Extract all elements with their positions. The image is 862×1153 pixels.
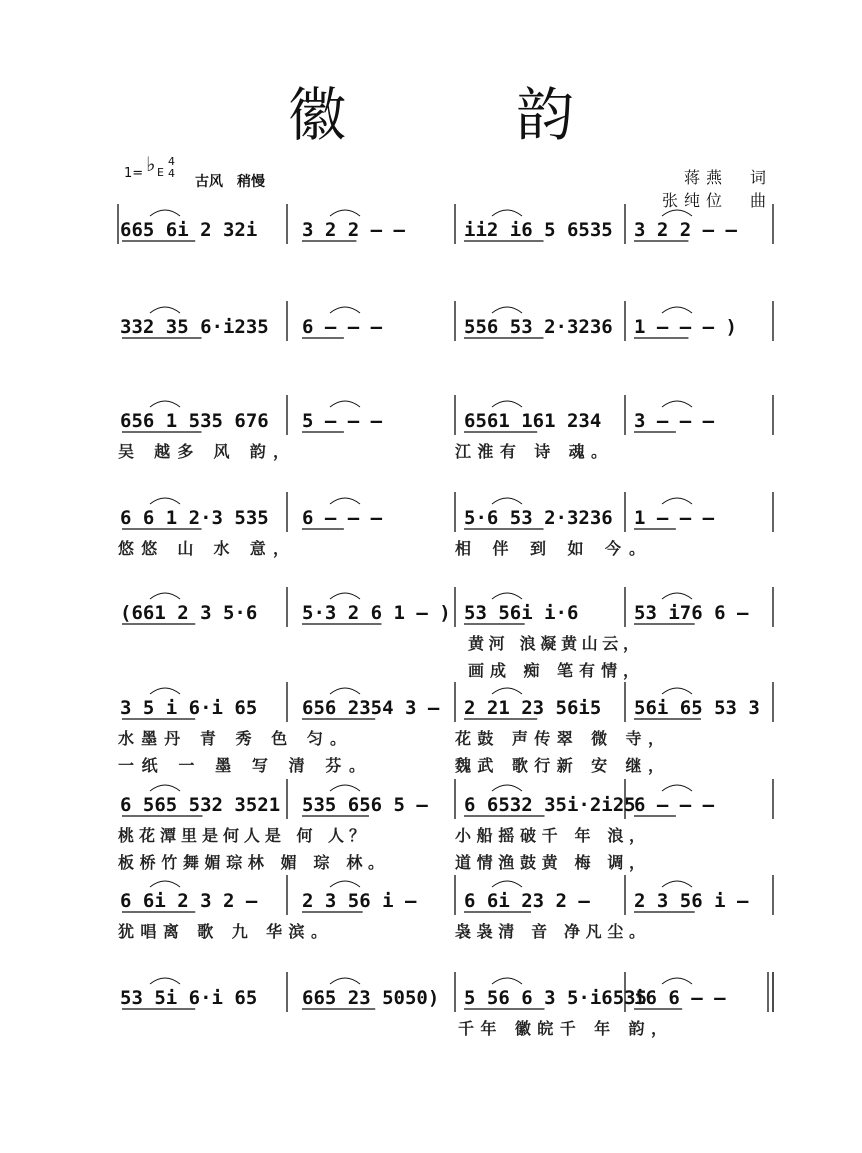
measure-notes: i6 6 – –: [634, 987, 726, 1009]
lyric-line: 画成 痴 笔有情，: [468, 661, 639, 680]
measure-notes: ii2 i6 5 6535: [464, 219, 613, 241]
slur-mark: [492, 307, 522, 313]
measure-notes: 53 i76 6 –: [634, 602, 749, 624]
measure-notes: 5 – – –: [302, 410, 383, 432]
lyric-line: 千年 徽皖千 年 韵，: [458, 1019, 667, 1038]
slur-mark: [330, 307, 360, 313]
measure-notes: 6 – – –: [634, 794, 715, 816]
time-top: 4: [168, 155, 175, 168]
slur-mark: [662, 978, 692, 984]
lyric-line: 袅袅清 音 净凡尘。: [455, 922, 645, 941]
lyric-line: 小船摇破千 年 浪，: [455, 826, 645, 845]
measure-notes: 6 – – –: [302, 507, 383, 529]
slur-mark: [662, 401, 692, 407]
measure-notes: 6 – – –: [302, 316, 383, 338]
measure-notes: 535 656 5 –: [302, 794, 428, 816]
measure-notes: 3 2 2 – –: [634, 219, 737, 241]
measure-notes: 6 6i 2 3 2 –: [120, 890, 258, 912]
measure-notes: 6 6i 23 2 –: [464, 890, 590, 912]
lyricist-credit: 蒋燕 词: [683, 168, 772, 187]
measure-notes: 5·3 2 6 1 – ): [302, 602, 451, 624]
lyric-line: 魏武 歌行新 安 继，: [455, 756, 664, 775]
key-note: E: [157, 166, 164, 179]
measure-notes: 5·6 53 2·3236: [464, 507, 613, 529]
slur-mark: [330, 210, 360, 216]
slur-mark: [150, 978, 180, 984]
measure-notes: 665 23 5050): [302, 987, 440, 1009]
lyric-line: 桃花潭里是何人是 何 人？: [118, 826, 365, 845]
slur-mark: [492, 785, 522, 791]
slur-mark: [662, 307, 692, 313]
lyric-line: 吴 越多 风 韵，: [118, 442, 289, 461]
measure-notes: 3 5 i 6·i 65: [120, 697, 258, 719]
slur-mark: [150, 688, 180, 694]
slur-mark: [330, 688, 360, 694]
measure-notes: 1 – – –: [634, 507, 715, 529]
slur-mark: [492, 401, 522, 407]
measure-notes: 6 565 532 3521: [120, 794, 281, 816]
measure-notes: 53 56i i·6: [464, 602, 579, 624]
slur-mark: [662, 210, 692, 216]
composer-credit: 张纯位 曲: [661, 191, 772, 210]
slur-mark: [150, 785, 180, 791]
measure-notes: 332 35 6·i235: [120, 316, 269, 338]
slur-mark: [330, 881, 360, 887]
slur-mark: [492, 881, 522, 887]
measure-notes: 53 5i 6·i 65: [120, 987, 258, 1009]
lyric-line: 道情渔鼓黄 梅 调，: [455, 853, 645, 872]
slur-mark: [330, 978, 360, 984]
lyric-line: 板桥竹舞媚琮林 媚 琮 林。: [118, 853, 384, 872]
measure-notes: 5 56 6 3 5·i6535: [464, 987, 648, 1009]
measure-notes: 665 6i 2 32i: [120, 219, 258, 241]
slur-mark: [150, 593, 180, 599]
slur-mark: [662, 785, 692, 791]
measure-notes: 2 3 56 i –: [634, 890, 749, 912]
slur-mark: [662, 593, 692, 599]
time-bottom: 4: [168, 167, 175, 180]
measure-notes: 656 1 535 676: [120, 410, 269, 432]
slur-mark: [150, 307, 180, 313]
lyric-line: 悠悠 山 水 意，: [118, 539, 289, 558]
slur-mark: [492, 210, 522, 216]
song-title: 徽 韵: [287, 81, 630, 149]
measure-notes: 656 2354 3 –: [302, 697, 440, 719]
measure-notes: 2 3 56 i –: [302, 890, 417, 912]
lyric-line: 黄河 浪凝黄山云，: [468, 634, 639, 653]
measure-notes: 2 21 23 56i5: [464, 697, 602, 719]
slur-mark: [492, 593, 522, 599]
lyric-line: 一纸 一 墨 写 清 芬。: [118, 756, 365, 775]
slur-mark: [492, 978, 522, 984]
measure-notes: 6 6 1 2·3 535: [120, 507, 269, 529]
slur-mark: [330, 785, 360, 791]
slur-mark: [150, 210, 180, 216]
lyric-line: 江淮有 诗 魂。: [455, 442, 607, 461]
measure-notes: 3 2 2 – –: [302, 219, 405, 241]
slur-mark: [662, 688, 692, 694]
measure-notes: 1 – – – ): [634, 316, 737, 338]
lyric-line: 犹唱离 歌 九 华滨。: [118, 922, 327, 941]
lyric-line: 水墨丹 青 秀 色 匀。: [118, 729, 346, 748]
measure-notes: 6561 161 234: [464, 410, 602, 432]
measure-notes: 3 – – –: [634, 410, 715, 432]
slur-mark: [492, 688, 522, 694]
flat-symbol: ♭: [146, 152, 156, 176]
lyric-line: 花鼓 声传翠 微 寺，: [455, 729, 664, 748]
slur-mark: [492, 498, 522, 504]
key-prefix: 1=: [124, 166, 144, 181]
measure-notes: (661 2 3 5·6: [120, 602, 258, 624]
slur-mark: [662, 498, 692, 504]
measure-notes: 6 6532 35i·2i25: [464, 794, 636, 816]
tempo-marking: 古风 稍慢: [195, 174, 265, 190]
slur-mark: [330, 593, 360, 599]
slur-mark: [150, 401, 180, 407]
measure-notes: 556 53 2·3236: [464, 316, 613, 338]
slur-mark: [330, 401, 360, 407]
slur-mark: [330, 498, 360, 504]
lyric-line: 相 伴 到 如 今。: [455, 539, 645, 558]
slur-mark: [150, 498, 180, 504]
slur-mark: [150, 881, 180, 887]
measure-notes: 56i 65 53 3: [634, 697, 760, 719]
slur-mark: [662, 881, 692, 887]
